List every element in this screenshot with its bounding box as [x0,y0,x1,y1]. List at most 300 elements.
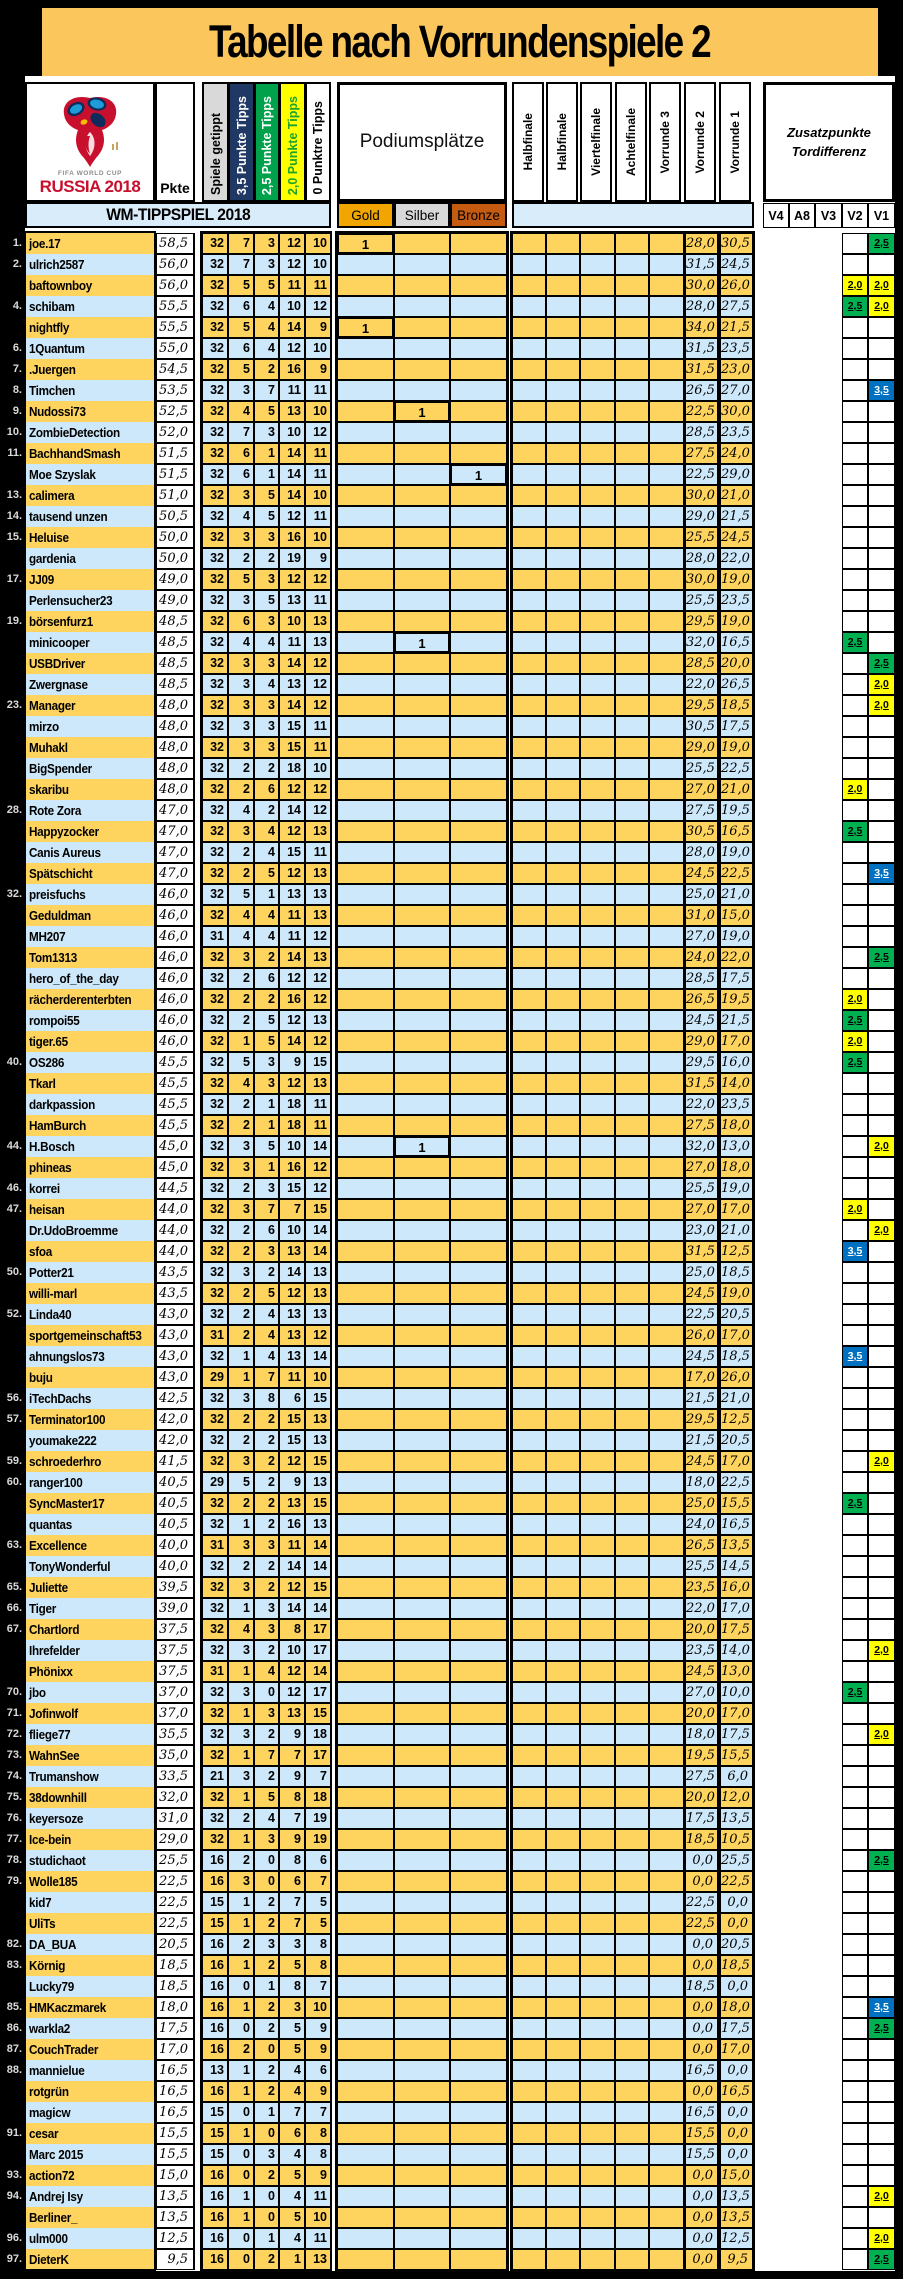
points-cell[interactable]: 15,5 [155,2144,195,2165]
games-tipped-cell[interactable]: 16 [202,2039,228,2060]
games-tipped-cell[interactable]: 16 [202,1850,228,1871]
zusatz-v2-cell[interactable] [842,842,868,863]
halbfinale-2-cell[interactable] [546,2060,580,2081]
vorrunde-2-points-cell[interactable]: 29,5 [684,1052,719,1073]
vorrunde-2-points-cell[interactable]: 28,0 [684,548,719,569]
points-cell[interactable]: 40,0 [155,1556,195,1577]
player-name-cell[interactable] [25,1976,155,1997]
games-tipped-cell[interactable]: 32 [202,317,228,338]
points-cell[interactable]: 48,0 [155,758,195,779]
vorrunde-1-points-cell[interactable]: 21,5 [719,317,754,338]
vorrunde-3-cell[interactable] [649,1388,684,1409]
halbfinale-2-cell[interactable] [546,674,580,695]
achtelfinale-cell[interactable] [615,1304,649,1325]
viertelfinale-cell[interactable] [580,506,615,527]
zusatz-v1-cell[interactable]: 2,5 [868,2249,895,2270]
vorrunde-1-points-cell[interactable]: 12,0 [719,1787,754,1808]
podium-gold-cell[interactable] [337,1052,394,1073]
podium-gold-cell[interactable] [337,1262,394,1283]
halbfinale-2-cell[interactable] [546,1976,580,1997]
tipps-0-cell[interactable]: 12 [305,779,331,800]
viertelfinale-cell[interactable] [580,317,615,338]
halbfinale-1-cell[interactable] [512,611,546,632]
zusatz-v2-cell[interactable] [842,1325,868,1346]
podium-gold-cell[interactable] [337,1766,394,1787]
games-tipped-cell[interactable]: 32 [202,1262,228,1283]
games-tipped-cell[interactable]: 32 [202,695,228,716]
halbfinale-2-cell[interactable] [546,1115,580,1136]
tipps-2-0-cell[interactable]: 10 [279,1220,305,1241]
halbfinale-1-cell[interactable] [512,443,546,464]
podium-gold-cell[interactable] [337,611,394,632]
games-tipped-cell[interactable]: 32 [202,1682,228,1703]
podium-bronze-cell[interactable] [450,422,507,443]
player-name-cell[interactable] [25,1367,155,1388]
podium-bronze-cell[interactable] [450,1199,507,1220]
halbfinale-1-cell[interactable] [512,317,546,338]
halbfinale-2-cell[interactable] [546,632,580,653]
player-name-cell[interactable] [25,779,155,800]
podium-bronze-cell[interactable] [450,1892,507,1913]
achtelfinale-cell[interactable] [615,1913,649,1934]
viertelfinale-cell[interactable] [580,1430,615,1451]
halbfinale-2-cell[interactable] [546,2018,580,2039]
tipps-2-5-cell[interactable]: 5 [254,485,279,506]
achtelfinale-cell[interactable] [615,1031,649,1052]
vorrunde-2-points-cell[interactable]: 30,5 [684,821,719,842]
podium-silber-cell[interactable] [394,1598,450,1619]
points-cell[interactable]: 37,0 [155,1703,195,1724]
viertelfinale-cell[interactable] [580,1682,615,1703]
points-cell[interactable]: 9,5 [155,2249,195,2270]
vorrunde-3-cell[interactable] [649,1682,684,1703]
halbfinale-1-cell[interactable] [512,1136,546,1157]
vorrunde-3-cell[interactable] [649,1745,684,1766]
tipps-2-0-cell[interactable]: 4 [279,2186,305,2207]
podium-silber-cell[interactable] [394,1115,450,1136]
tipps-2-5-cell[interactable]: 2 [254,1409,279,1430]
viertelfinale-cell[interactable] [580,2228,615,2249]
zusatz-v2-cell[interactable] [842,674,868,695]
zusatz-v2-cell[interactable] [842,1367,868,1388]
achtelfinale-cell[interactable] [615,1178,649,1199]
vorrunde-1-points-cell[interactable]: 15,5 [719,1493,754,1514]
tipps-0-cell[interactable]: 14 [305,1598,331,1619]
zusatz-v1-cell[interactable] [868,989,895,1010]
points-cell[interactable]: 48,0 [155,695,195,716]
vorrunde-2-points-cell[interactable]: 18,5 [684,1976,719,1997]
podium-gold-cell[interactable] [337,1094,394,1115]
tipps-2-0-cell[interactable]: 7 [279,1892,305,1913]
vorrunde-1-points-cell[interactable]: 20,5 [719,1430,754,1451]
zusatz-v2-cell[interactable] [842,443,868,464]
vorrunde-3-cell[interactable] [649,1157,684,1178]
games-tipped-cell[interactable]: 16 [202,1976,228,1997]
tipps-0-cell[interactable]: 9 [305,2018,331,2039]
player-name-cell[interactable] [25,2123,155,2144]
tipps-3-5-cell[interactable]: 6 [228,338,254,359]
vorrunde-1-points-cell[interactable]: 0,0 [719,1976,754,1997]
vorrunde-1-points-cell[interactable]: 17,5 [719,716,754,737]
podium-gold-cell[interactable] [337,1661,394,1682]
zusatz-v2-cell[interactable]: 2,0 [842,1199,868,1220]
halbfinale-1-cell[interactable] [512,1430,546,1451]
achtelfinale-cell[interactable] [615,1325,649,1346]
vorrunde-3-cell[interactable] [649,2207,684,2228]
player-name-cell[interactable] [25,1199,155,1220]
achtelfinale-cell[interactable] [615,506,649,527]
podium-bronze-cell[interactable] [450,401,507,422]
zusatz-v1-cell[interactable] [868,1115,895,1136]
podium-gold-cell[interactable] [337,800,394,821]
achtelfinale-cell[interactable] [615,464,649,485]
podium-silber-cell[interactable] [394,464,450,485]
tipps-3-5-cell[interactable]: 6 [228,464,254,485]
vorrunde-1-points-cell[interactable]: 13,5 [719,2207,754,2228]
player-name-cell[interactable] [25,758,155,779]
podium-gold-cell[interactable] [337,2060,394,2081]
zusatz-v1-cell[interactable] [868,338,895,359]
achtelfinale-cell[interactable] [615,1220,649,1241]
halbfinale-1-cell[interactable] [512,1094,546,1115]
achtelfinale-cell[interactable] [615,275,649,296]
halbfinale-1-cell[interactable] [512,464,546,485]
tipps-2-5-cell[interactable]: 2 [254,1766,279,1787]
vorrunde-1-points-cell[interactable]: 0,0 [719,2102,754,2123]
tipps-0-cell[interactable]: 9 [305,2081,331,2102]
vorrunde-3-cell[interactable] [649,1304,684,1325]
tipps-2-5-cell[interactable]: 5 [254,1283,279,1304]
player-name-cell[interactable] [25,1850,155,1871]
tipps-0-cell[interactable]: 15 [305,1493,331,1514]
games-tipped-cell[interactable]: 16 [202,2228,228,2249]
podium-silber-cell[interactable] [394,317,450,338]
player-name-cell[interactable] [25,1409,155,1430]
tipps-2-0-cell[interactable]: 8 [279,1850,305,1871]
tipps-2-5-cell[interactable]: 2 [254,1556,279,1577]
vorrunde-1-points-cell[interactable]: 20,0 [719,653,754,674]
column-header-silber[interactable]: Silber [394,202,450,228]
games-tipped-cell[interactable]: 32 [202,1514,228,1535]
tipps-3-5-cell[interactable]: 3 [228,695,254,716]
tipps-2-5-cell[interactable]: 5 [254,590,279,611]
viertelfinale-cell[interactable] [580,1787,615,1808]
zusatz-v1-cell[interactable] [868,1262,895,1283]
zusatz-v2-cell[interactable] [842,233,868,254]
vorrunde-1-points-cell[interactable]: 24,0 [719,443,754,464]
tipps-2-5-cell[interactable]: 3 [254,569,279,590]
podium-bronze-cell[interactable] [450,2123,507,2144]
vorrunde-1-points-cell[interactable]: 0,0 [719,1913,754,1934]
podium-silber-cell[interactable] [394,1997,450,2018]
podium-bronze-cell[interactable] [450,1976,507,1997]
podium-bronze-cell[interactable] [450,1934,507,1955]
podium-gold-cell[interactable] [337,1703,394,1724]
podium-gold-cell[interactable] [337,1283,394,1304]
column-header-halbfinale-2[interactable] [546,82,578,202]
podium-bronze-cell[interactable] [450,926,507,947]
tipps-0-cell[interactable]: 13 [305,905,331,926]
achtelfinale-cell[interactable] [615,1346,649,1367]
tipps-2-0-cell[interactable]: 12 [279,569,305,590]
player-name-cell[interactable] [25,1304,155,1325]
tipps-2-0-cell[interactable]: 5 [279,1955,305,1976]
games-tipped-cell[interactable]: 32 [202,611,228,632]
tipps-2-5-cell[interactable]: 2 [254,1472,279,1493]
tipps-3-5-cell[interactable]: 3 [228,1157,254,1178]
zusatz-v1-cell[interactable]: 2,0 [868,1640,895,1661]
halbfinale-2-cell[interactable] [546,569,580,590]
podium-silber-cell[interactable] [394,674,450,695]
zusatz-v1-cell[interactable] [868,905,895,926]
points-cell[interactable]: 43,5 [155,1283,195,1304]
tipps-0-cell[interactable]: 11 [305,737,331,758]
points-cell[interactable]: 18,5 [155,1955,195,1976]
podium-silber-cell[interactable] [394,1304,450,1325]
zusatz-v2-cell[interactable] [842,1136,868,1157]
viertelfinale-cell[interactable] [580,2039,615,2060]
points-cell[interactable]: 44,0 [155,1220,195,1241]
tipps-3-5-cell[interactable]: 3 [228,716,254,737]
vorrunde-3-cell[interactable] [649,1115,684,1136]
vorrunde-3-cell[interactable] [649,737,684,758]
podium-silber-cell[interactable] [394,863,450,884]
tipps-2-0-cell[interactable]: 7 [279,1199,305,1220]
halbfinale-2-cell[interactable] [546,695,580,716]
viertelfinale-cell[interactable] [580,443,615,464]
player-name-cell[interactable] [25,1871,155,1892]
tipps-0-cell[interactable]: 7 [305,1976,331,1997]
tipps-2-5-cell[interactable]: 6 [254,968,279,989]
tipps-3-5-cell[interactable]: 1 [228,2207,254,2228]
viertelfinale-cell[interactable] [580,1388,615,1409]
player-name-cell[interactable] [25,989,155,1010]
zusatz-v2-cell[interactable] [842,1787,868,1808]
column-header-spiele-getippt[interactable] [202,82,229,202]
column-header-vorrunde-2[interactable] [684,82,716,202]
vorrunde-2-points-cell[interactable]: 32,0 [684,1136,719,1157]
points-cell[interactable]: 40,5 [155,1472,195,1493]
achtelfinale-cell[interactable] [615,1535,649,1556]
podium-silber-cell[interactable] [394,422,450,443]
tipps-2-5-cell[interactable]: 2 [254,2081,279,2102]
podium-silber-cell[interactable] [394,1073,450,1094]
vorrunde-1-points-cell[interactable]: 21,0 [719,1388,754,1409]
achtelfinale-cell[interactable] [615,1808,649,1829]
zusatz-v1-cell[interactable]: 2,0 [868,674,895,695]
zusatz-v1-cell[interactable] [868,1787,895,1808]
zusatz-v2-cell[interactable]: 2,5 [842,296,868,317]
player-name-cell[interactable] [25,1703,155,1724]
podium-bronze-cell[interactable] [450,737,507,758]
vorrunde-1-points-cell[interactable]: 26,5 [719,674,754,695]
halbfinale-1-cell[interactable] [512,1934,546,1955]
halbfinale-1-cell[interactable] [512,2060,546,2081]
podium-silber-cell[interactable] [394,1220,450,1241]
tipps-3-5-cell[interactable]: 3 [228,821,254,842]
vorrunde-3-cell[interactable] [649,1535,684,1556]
column-header-0-punkte-tipps[interactable] [305,82,331,202]
podium-silber-cell[interactable] [394,1010,450,1031]
viertelfinale-cell[interactable] [580,380,615,401]
podium-silber-cell[interactable] [394,1661,450,1682]
achtelfinale-cell[interactable] [615,2165,649,2186]
vorrunde-1-points-cell[interactable]: 14,5 [719,1556,754,1577]
player-name-cell[interactable] [25,422,155,443]
podium-silber-cell[interactable] [394,1325,450,1346]
achtelfinale-cell[interactable] [615,737,649,758]
vorrunde-3-cell[interactable] [649,2039,684,2060]
zusatz-v1-cell[interactable] [868,1976,895,1997]
points-cell[interactable]: 46,0 [155,926,195,947]
podium-silber-cell[interactable] [394,2018,450,2039]
vorrunde-3-cell[interactable] [649,1052,684,1073]
tipps-3-5-cell[interactable]: 2 [228,968,254,989]
tipps-2-0-cell[interactable]: 5 [279,2039,305,2060]
halbfinale-2-cell[interactable] [546,1682,580,1703]
achtelfinale-cell[interactable] [615,800,649,821]
zusatz-v1-cell[interactable] [868,2123,895,2144]
games-tipped-cell[interactable]: 32 [202,380,228,401]
tipps-2-0-cell[interactable]: 6 [279,1871,305,1892]
vorrunde-2-points-cell[interactable]: 23,5 [684,1640,719,1661]
player-name-cell[interactable] [25,359,155,380]
zusatz-v2-cell[interactable] [842,1304,868,1325]
tipps-3-5-cell[interactable]: 2 [228,1850,254,1871]
tipps-0-cell[interactable]: 12 [305,1325,331,1346]
vorrunde-1-points-cell[interactable]: 18,5 [719,1955,754,1976]
player-name-cell[interactable] [25,1892,155,1913]
vorrunde-3-cell[interactable] [649,1829,684,1850]
podium-gold-cell[interactable] [337,1514,394,1535]
podium-gold-cell[interactable] [337,863,394,884]
podium-bronze-cell[interactable] [450,1388,507,1409]
podium-gold-cell[interactable] [337,1619,394,1640]
podium-gold-cell[interactable] [337,2228,394,2249]
vorrunde-1-points-cell[interactable]: 18,0 [719,1157,754,1178]
column-header-v4[interactable]: V4 [763,203,789,228]
tipps-2-5-cell[interactable]: 2 [254,1493,279,1514]
podium-silber-cell[interactable] [394,947,450,968]
vorrunde-2-points-cell[interactable]: 16,5 [684,2102,719,2123]
halbfinale-2-cell[interactable] [546,2102,580,2123]
podium-bronze-cell[interactable] [450,2228,507,2249]
halbfinale-1-cell[interactable] [512,359,546,380]
achtelfinale-cell[interactable] [615,1955,649,1976]
vorrunde-3-cell[interactable] [649,485,684,506]
zusatz-v2-cell[interactable] [842,926,868,947]
tipps-2-0-cell[interactable]: 13 [279,1703,305,1724]
vorrunde-2-points-cell[interactable]: 30,0 [684,275,719,296]
halbfinale-2-cell[interactable] [546,296,580,317]
tipps-2-0-cell[interactable]: 9 [279,1829,305,1850]
halbfinale-1-cell[interactable] [512,1115,546,1136]
tipps-2-0-cell[interactable]: 10 [279,1136,305,1157]
podium-gold-cell[interactable] [337,1073,394,1094]
tipps-2-5-cell[interactable]: 4 [254,632,279,653]
podium-gold-cell[interactable] [337,737,394,758]
podium-gold-cell[interactable] [337,569,394,590]
vorrunde-3-cell[interactable] [649,1556,684,1577]
tipps-2-5-cell[interactable]: 1 [254,884,279,905]
podium-silber-cell[interactable] [394,1262,450,1283]
halbfinale-1-cell[interactable] [512,2228,546,2249]
vorrunde-2-points-cell[interactable]: 24,5 [684,1010,719,1031]
vorrunde-2-points-cell[interactable]: 0,0 [684,2207,719,2228]
halbfinale-1-cell[interactable] [512,2249,546,2270]
points-cell[interactable]: 13,5 [155,2207,195,2228]
tipps-2-5-cell[interactable]: 5 [254,401,279,422]
viertelfinale-cell[interactable] [580,1976,615,1997]
player-name-cell[interactable] [25,233,155,254]
podium-silber-cell[interactable] [394,2228,450,2249]
vorrunde-2-points-cell[interactable]: 20,0 [684,1787,719,1808]
podium-gold-cell[interactable] [337,968,394,989]
podium-bronze-cell[interactable] [450,2144,507,2165]
podium-gold-cell[interactable] [337,1199,394,1220]
podium-bronze-cell[interactable] [450,1031,507,1052]
podium-gold-cell[interactable] [337,1472,394,1493]
podium-bronze-cell[interactable] [450,1094,507,1115]
vorrunde-1-points-cell[interactable]: 26,0 [719,1367,754,1388]
podium-silber-cell[interactable] [394,1892,450,1913]
zusatz-v1-cell[interactable] [868,1871,895,1892]
games-tipped-cell[interactable]: 32 [202,779,228,800]
games-tipped-cell[interactable]: 16 [202,2186,228,2207]
halbfinale-2-cell[interactable] [546,254,580,275]
vorrunde-1-points-cell[interactable]: 17,0 [719,1451,754,1472]
vorrunde-1-points-cell[interactable]: 0,0 [719,2123,754,2144]
tipps-3-5-cell[interactable]: 6 [228,611,254,632]
podium-gold-cell[interactable] [337,632,394,653]
achtelfinale-cell[interactable] [615,1556,649,1577]
vorrunde-3-cell[interactable] [649,989,684,1010]
games-tipped-cell[interactable]: 16 [202,2165,228,2186]
halbfinale-1-cell[interactable] [512,548,546,569]
tipps-0-cell[interactable]: 10 [305,758,331,779]
vorrunde-3-cell[interactable] [649,1136,684,1157]
vorrunde-2-points-cell[interactable]: 24,0 [684,1514,719,1535]
podium-bronze-cell[interactable] [450,296,507,317]
halbfinale-2-cell[interactable] [546,1010,580,1031]
zusatz-v2-cell[interactable]: 2,5 [842,1682,868,1703]
player-name-cell[interactable] [25,716,155,737]
tipps-3-5-cell[interactable]: 4 [228,800,254,821]
tipps-2-5-cell[interactable]: 3 [254,1829,279,1850]
tipps-2-0-cell[interactable]: 15 [279,716,305,737]
podium-bronze-cell[interactable] [450,380,507,401]
zusatz-v1-cell[interactable]: 2,0 [868,695,895,716]
tipps-2-5-cell[interactable]: 2 [254,1262,279,1283]
tipps-2-0-cell[interactable]: 13 [279,590,305,611]
halbfinale-2-cell[interactable] [546,590,580,611]
zusatz-v1-cell[interactable]: 2,0 [868,1220,895,1241]
viertelfinale-cell[interactable] [580,1535,615,1556]
zusatz-v2-cell[interactable] [842,800,868,821]
achtelfinale-cell[interactable] [615,779,649,800]
zusatz-v1-cell[interactable] [868,1934,895,1955]
halbfinale-2-cell[interactable] [546,947,580,968]
podium-silber-cell[interactable] [394,2144,450,2165]
zusatz-v1-cell[interactable] [868,1010,895,1031]
points-cell[interactable]: 37,5 [155,1640,195,1661]
achtelfinale-cell[interactable] [615,1430,649,1451]
tipps-2-0-cell[interactable]: 11 [279,1367,305,1388]
tipps-2-5-cell[interactable]: 1 [254,464,279,485]
zusatz-v1-cell[interactable] [868,842,895,863]
halbfinale-1-cell[interactable] [512,2165,546,2186]
tipps-3-5-cell[interactable]: 3 [228,380,254,401]
